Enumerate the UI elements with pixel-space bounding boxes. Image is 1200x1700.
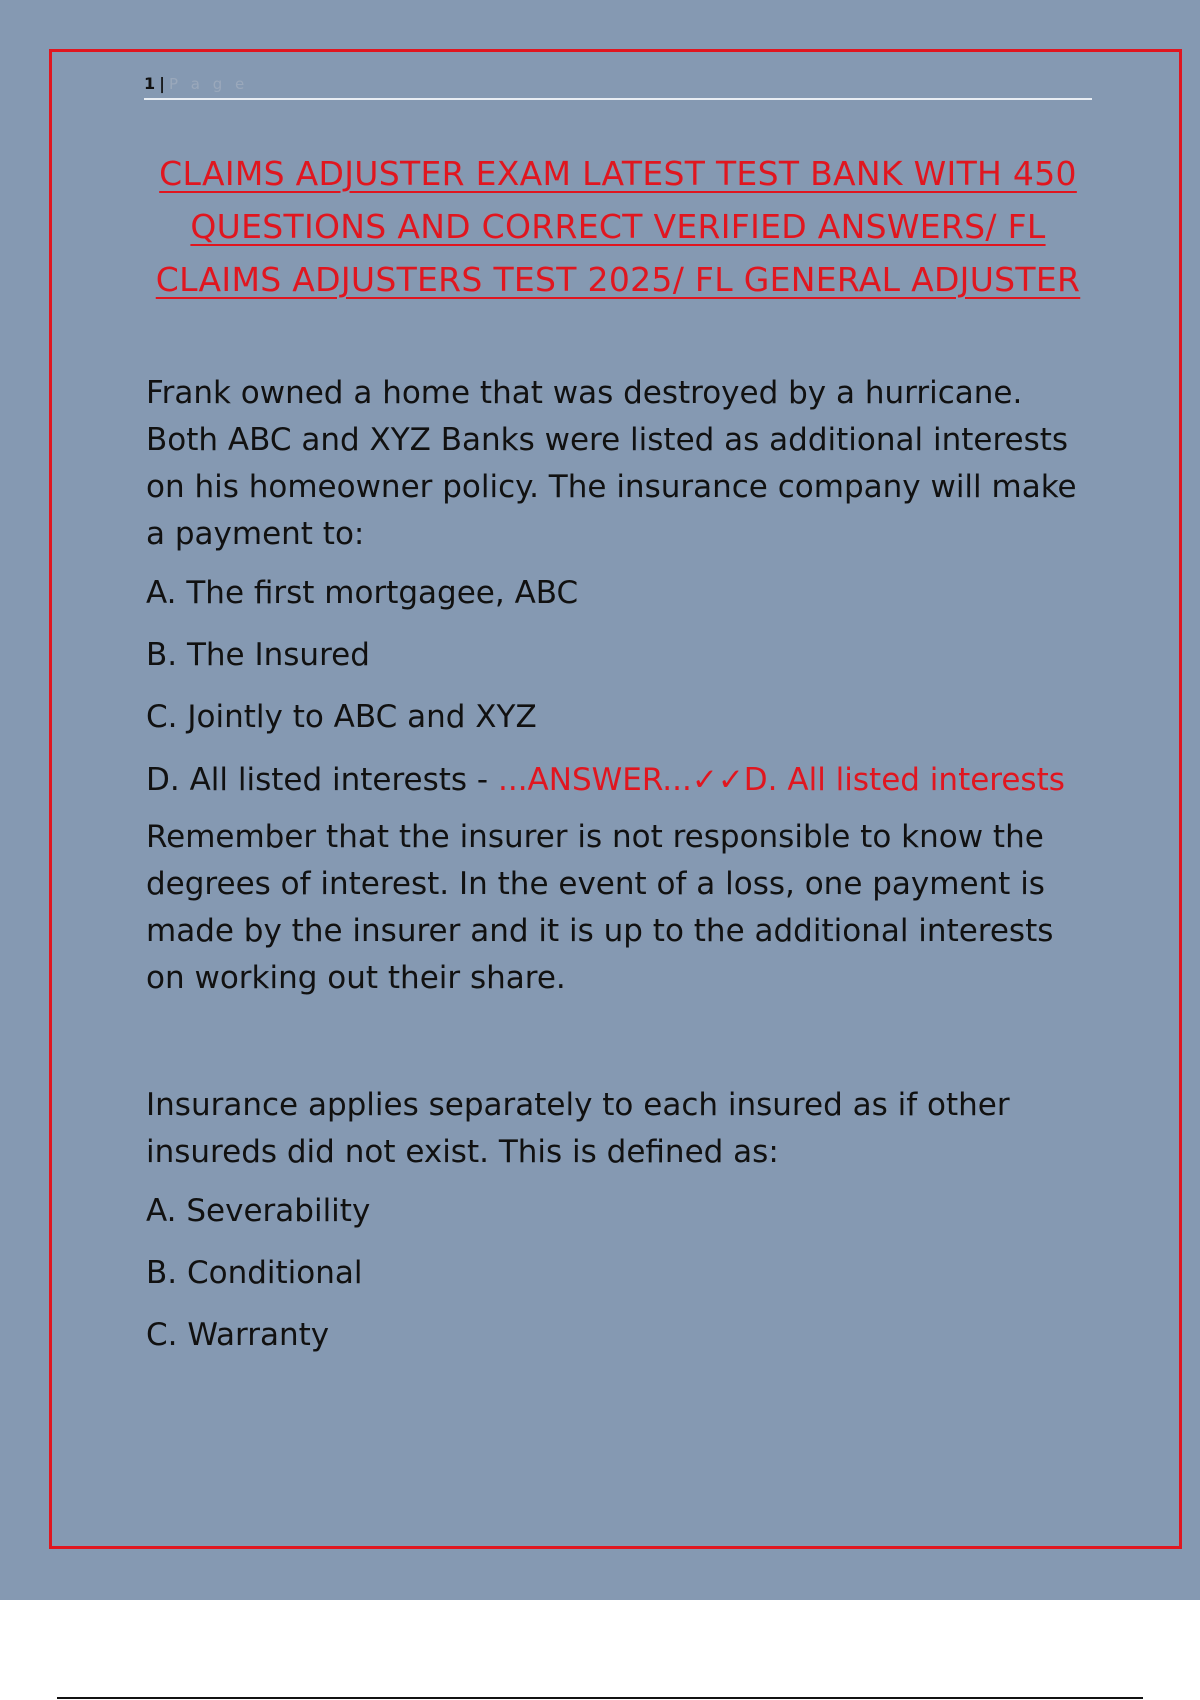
question-1-option-d: D. All listed interests - — [146, 762, 498, 798]
question-2-option-b: B. Conditional — [146, 1255, 363, 1291]
page-separator: | — [159, 74, 165, 93]
document-title: CLAIMS ADJUSTER EXAM LATEST TEST BANK WITH 450 QUESTIONS AND CORRECT VERIFIED ANSWERS/ FL CLAIMS ADJUSTERS TEST 2025/ FL GENERAL ADJUSTER — [155, 154, 1081, 299]
page-number: 1 — [144, 74, 156, 93]
page-label: P a g e — [168, 75, 249, 93]
question-1-option-b: B. The Insured — [146, 637, 370, 673]
question-1-answer: ...ANSWER...✓✓D. All listed interests — [497, 762, 1065, 798]
question-2-text: Insurance applies separately to each insured as if other insureds did not exist. This is defined as: — [146, 1087, 1010, 1170]
page-header — [144, 72, 1092, 100]
question-2-option-c: C. Warranty — [146, 1317, 330, 1353]
question-spacer — [146, 1002, 1096, 1082]
question-1-option-d-with-answer — [146, 756, 1096, 804]
question-content — [146, 370, 1096, 1374]
question-1-option-a: A. The first mortgagee, ABC — [146, 575, 579, 611]
question-1-option-c: C. Jointly to ABC and XYZ — [146, 699, 537, 735]
question-1-explanation: Remember that the insurer is not responsible to know the degrees of interest. In the event of a loss, one payment is made by the insurer and it is up to the additional interests on working out their share. — [146, 819, 1054, 996]
bottom-divider — [57, 1697, 1143, 1699]
question-2-option-a: A. Severability — [146, 1193, 371, 1229]
question-1-text: Frank owned a home that was destroyed by a hurricane. Both ABC and XYZ Banks were listed as additional interests on his homeowner policy. The insurance company will make a payment to: — [146, 375, 1077, 552]
